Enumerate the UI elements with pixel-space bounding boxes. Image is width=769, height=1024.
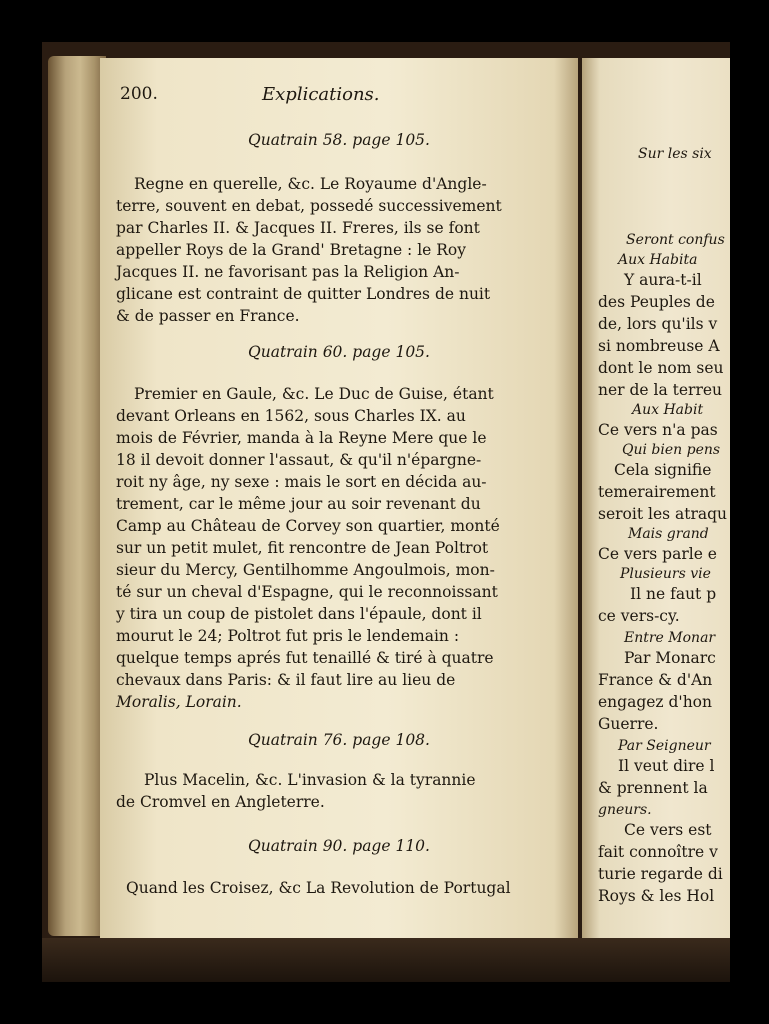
page-edges [48,56,106,936]
text-line: chevaux dans Paris: & il faut lire au lieu de [116,671,456,689]
text-line: gneurs. [598,802,652,818]
text-line: Guerre. [598,715,659,733]
text-line: Regne en querelle, &c. Le Royaume d'Angle- [134,175,487,193]
text-line: y tira un coup de pistolet dans l'épaule, dont il [116,605,482,623]
text-line: Par Monarc [624,649,716,667]
section-heading: Quatrain 76. page 108. [248,731,430,749]
text-line: si nombreuse A [598,337,720,355]
text-line: Plus Macelin, &c. L'invasion & la tyrannie [144,771,476,789]
right-page [582,58,730,938]
text-line: Y aura-t-il [624,271,702,289]
text-line: Entre Monar [624,630,716,646]
text-line: par Charles II. & Jacques II. Freres, ils se font [116,219,480,237]
text-line: fait connoître v [598,843,718,861]
text-line: Aux Habita [618,252,698,268]
text-line: Ce vers est [624,821,712,839]
text-line: Jacques II. ne favorisant pas la Religion An- [116,263,460,281]
text-line: Ce vers parle e [598,545,717,563]
text-line: Aux Habit [632,402,704,418]
text-line: ner de la terreu [598,381,723,399]
text-line: des Peuples de [598,293,715,311]
text-line: roit ny âge, ny sexe : mais le sort en décida au- [116,473,487,491]
text-line: sur un petit mulet, fit rencontre de Jean Poltrot [116,539,489,557]
text-line: de Cromvel en Angleterre. [116,793,325,811]
text-line: devant Orleans en 1562, sous Charles IX. au [116,407,466,425]
running-title: Sur les six [638,146,712,162]
section-heading: Quatrain 60. page 105. [248,343,430,361]
running-title: Explications. [262,84,380,105]
text-line: Cela signifie [614,461,712,479]
text-line: glicane est contraint de quitter Londres de nuit [116,285,491,303]
section-heading: Quatrain 58. page 105. [248,131,430,149]
text-line: de, lors qu'ils v [598,315,718,333]
left-page [100,58,578,938]
text-line: & de passer en France. [116,307,300,325]
book-cover-edge [42,938,730,982]
text-line: Seront confus [626,232,725,248]
text-line: té sur un cheval d'Espagne, qui le reconnoissant [116,583,498,601]
text-line: Moralis, Lorain. [116,693,242,711]
text-line: dont le nom seu [598,359,724,377]
text-line: seroit les atraqu [598,505,728,523]
text-line: Roys & les Hol [598,887,715,905]
text-line: temerairement [598,483,716,501]
text-line: engagez d'hon [598,693,712,711]
text-line: appeller Roys de la Grand' Bretagne : le Roy [116,241,467,259]
text-line: Premier en Gaule, &c. Le Duc de Guise, étant [134,385,494,403]
text-line: Camp au Château de Corvey son quartier, monté [116,517,500,535]
text-line: terre, souvent en debat, possedé successivement [116,197,502,215]
text-line: sieur du Mercy, Gentilhomme Angoulmois, mon- [116,561,495,579]
text-line: Par Seigneur [618,738,711,754]
text-line: Il veut dire l [618,757,715,775]
text-line: Mais grand [628,526,709,542]
text-line: Ce vers n'a pas [598,421,718,439]
text-line: & prennent la [598,779,708,797]
text-line: Qui bien pens [622,442,721,458]
text-line: mois de Février, manda à la Reyne Mere que le [116,429,487,447]
section-heading: Quatrain 90. page 110. [248,837,430,855]
text-line: turie regarde di [598,865,723,883]
page-number: 200. [120,84,158,104]
text-line: France & d'An [598,671,713,689]
text-line: Quand les Croisez, &c La Revolution de Portugal [126,879,511,897]
text-line: trement, car le même jour au soir revenant du [116,495,481,513]
text-line: quelque temps aprés fut tenaillé & tiré à quatre [116,649,494,667]
text-line: mourut le 24; Poltrot fut pris le lendemain : [116,627,460,645]
text-line: Il ne faut p [630,585,717,603]
text-line: 18 il devoit donner l'assaut, & qu'il n'épargne- [116,451,482,469]
text-line: ce vers-cy. [598,607,680,625]
text-line: Plusieurs vie [620,566,711,582]
